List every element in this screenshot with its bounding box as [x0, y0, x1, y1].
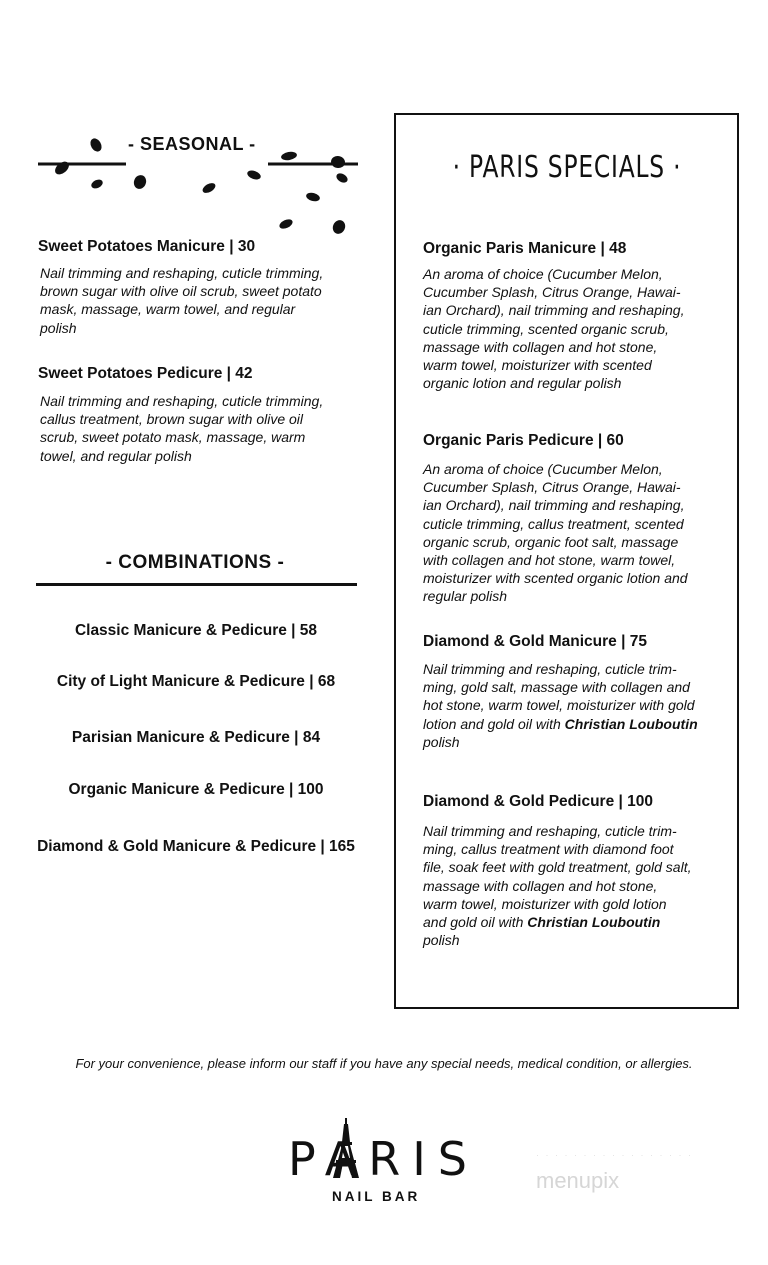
watermark: menupix — [536, 1168, 620, 1193]
logo-wordmark: PARIS — [288, 1132, 479, 1186]
seasonal-item-desc: Nail trimming and reshaping, cuticle trimming, callus treatment, brown sugar with olive oil scrub, sweet potato mask, massage, warm towel, and regular polish — [40, 393, 324, 464]
combinations-heading: - COMBINATIONS - — [105, 552, 285, 573]
seasonal-item-name: Sweet Potatoes Manicure | 30 — [38, 238, 256, 255]
combo-item: Diamond & Gold Manicure & Pedicure | 165 — [37, 838, 355, 855]
combo-item: City of Light Manicure & Pedicure | 68 — [56, 673, 336, 690]
special-item-name: Diamond & Gold Manicure | 75 — [423, 633, 647, 650]
seasonal-item-name: Sweet Potatoes Pedicure | 42 — [38, 365, 253, 382]
combo-item: Parisian Manicure & Pedicure | 84 — [71, 729, 321, 746]
special-item-name: Organic Paris Pedicure | 60 — [423, 432, 624, 449]
seasonal-item-desc: Nail trimming and reshaping, cuticle trimming, brown sugar with olive oil scrub, sweet potato mask, massage, warm towel, and regular polish — [40, 265, 324, 336]
brand-name: Christian Louboutin — [564, 715, 698, 732]
special-item-desc: An aroma of choice (Cucumber Melon, Cucumber Splash, Citrus Orange, Hawai- ian Orchard), nail trimming and reshaping, cuticle trimming, callus treatment, scented organic scrub, organic foot salt, massage with collagen and hot stone, warm towel, moisturizer with scented organic lotion and regular polish — [423, 461, 688, 605]
special-item-name: Diamond & Gold Pedicure | 100 — [423, 793, 654, 810]
convenience-note: For your convenience, please inform our staff if you have any special needs, medical condition, or allergies. — [75, 1056, 693, 1071]
combo-item: Organic Manicure & Pedicure | 100 — [68, 781, 324, 798]
special-item-name: Organic Paris Manicure | 48 — [423, 240, 627, 257]
special-item-desc: Nail trimming and reshaping, cuticle trim- ming, callus treatment with diamond foot file, soak feet with gold treatment, gold salt, massage with collagen and hot stone, warm towel, moisturizer with gold lotion and gold oil with Christian Louboutin polish — [423, 823, 692, 949]
combo-item: Classic Manicure & Pedicure | 58 — [74, 622, 318, 639]
brand-name: Christian Louboutin — [527, 914, 661, 931]
logo-subtitle: NAIL BAR — [332, 1189, 421, 1204]
combinations-divider — [36, 583, 357, 586]
special-item-desc: An aroma of choice (Cucumber Melon, Cucumber Splash, Citrus Orange, Hawai- ian Orchard), nail trimming and reshaping, cuticle trimming, scented organic scrub, massage with collagen and hot stone, warm towel, moisturizer with scented organic lotion and regular polish — [423, 266, 685, 392]
watermark-dots: · · · · · · · · · · · · · · · · · — [536, 1150, 693, 1160]
seasonal-heading: - SEASONAL - — [128, 134, 256, 154]
specials-heading: · PARIS SPECIALS · — [452, 150, 682, 185]
special-item-desc: Nail trimming and reshaping, cuticle trim- ming, gold salt, massage with collagen and hot stone, warm towel, moisturizer with gold lotion and gold oil with Christian Louboutin polish — [423, 661, 698, 750]
